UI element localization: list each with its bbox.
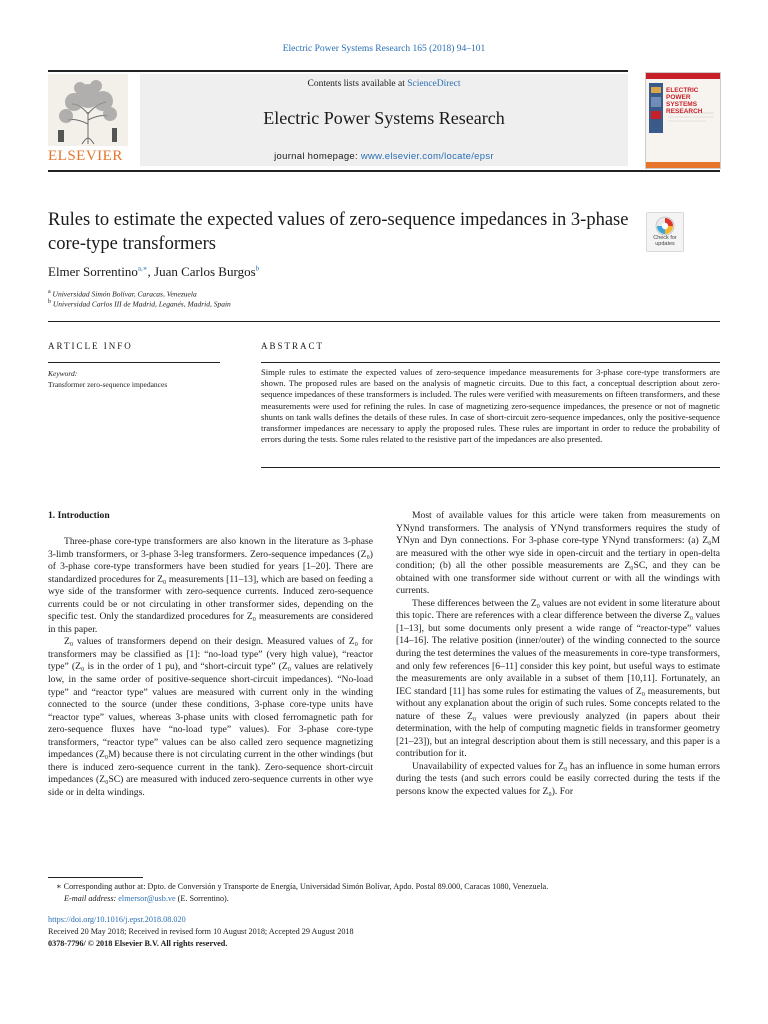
footnote-rule xyxy=(48,877,143,878)
paragraph: Three-phase core-type transformers are also known in the literature as 3-phase 3-limb transformers, or 3-phase 3-leg transformers. Zero-sequence impedances (Z₀) of 3-phase core-type transformers have been studied for years [1–20]. There are standardized procedures for Z₀ measurements [11–13], which are based on feeding a wye side of the transformer with zero-sequence currents. Induced zero-sequence currents could be or not circulating in other transformer sides, depending on the specific test. Only the standardized procedures for Z₀ measurements are considered in this paper. xyxy=(48,536,373,635)
copyright-line: 0378-7796/ © 2018 Elsevier B.V. All rights reserved. xyxy=(48,939,228,948)
homepage-link[interactable]: www.elsevier.com/locate/epsr xyxy=(360,151,494,162)
journal-cover-thumbnail[interactable] xyxy=(645,72,721,169)
article-info-heading: ARTICLE INFO xyxy=(48,341,133,351)
email-link[interactable]: elmersor@usb.ve xyxy=(118,894,176,903)
contents-prefix: Contents lists available at xyxy=(307,79,408,89)
author-separator: , xyxy=(147,264,155,279)
paragraph: Unavailability of expected values for Z₀ has an influence in some human errors during the tests (and such errors could be easily corrected during the tests if the persons know the expected values for Z₀). For xyxy=(396,760,720,798)
abstract-heading: ABSTRACT xyxy=(261,341,325,351)
article-info-rule xyxy=(48,362,220,363)
crossmark-icon xyxy=(647,215,683,237)
doi-link[interactable]: https://doi.org/10.1016/j.epsr.2018.08.020 xyxy=(48,915,186,924)
section-heading-introduction: 1. Introduction xyxy=(48,510,110,521)
abstract-text: Simple rules to estimate the expected values of zero-sequence impedance measurements for 3-phase core-type transformers are shown. The proposed rules are based on the analysis of magnetic circuits. Due to this fact, a conceptual description about zero-sequence impedances of these transformers is included. The rules were verified with measurements on fifteen transformers, and these measurements were used for refining the rules. In case of magnetizing zero-sequence impedances, the presence or not of magnetic shunts on tank walls defines the details of these rules. In case of short-circuit zero-sequence impedances, only the positive-sequence transformer impedances are necessary to apply the proposed rules. These rules are important in order to reduce the probability of errors during the tests. Some rules related to the resistive part of the impedances are also presented. xyxy=(261,367,720,445)
cover-title: ELECTRIC POWER SYSTEMS RESEARCH xyxy=(666,87,703,115)
received-dates: Received 20 May 2018; Received in revised form 10 August 2018; Accepted 29 August 2018 xyxy=(48,927,354,936)
author-name[interactable]: Elmer Sorrentino xyxy=(48,264,138,279)
divider xyxy=(48,321,720,322)
check-for-updates-badge[interactable] xyxy=(646,212,684,252)
article-title: Rules to estimate the expected values of zero-sequence impedances in 3-phase core-type transformers xyxy=(48,210,629,254)
body-column-left xyxy=(48,536,373,799)
affiliation-a: $^a$ Universidad Simón Bolívar, Caracas, Venezuela xyxy=(48,289,197,299)
header-rule-bottom xyxy=(48,170,720,172)
sciencedirect-link[interactable]: ScienceDirect xyxy=(407,79,461,89)
corresponding-author-note: ∗ Corresponding author at: Dpto. de Conversión y Transporte de Energía, Universidad Simón Bolívar, Apdo. Postal 89.000, Caracas 1080, Venezuela. xyxy=(56,882,549,891)
paragraph: These differences between the Z₀ values are not evident in some literature about this topic. There are references with a clear difference between the diverse Z₀ values [1–13], but some documents only present a wide range of “reactor-type” values [14–16]. The relative position (inner/outer) of the winding connected to the source during the test determines the values of the measurements in core-type transformers, and only few references [6–11] consider this key point, but useful ways to estimate the measurements are only available in a subset of them [10,11]. Fortunately, an IEC standard [11] has some rules for estimating the values of Z₀ measurements, but without any explanation about the origin of such rules. Some concepts related to the nature of these Z₀ values were previously analyzed (in papers about their determination, with the help of computing magnetic fields in transformer geometry [21–23]), but an integral description about them is still necessary, and this paper is a contribution for it. xyxy=(396,597,720,760)
keyword-label: Keyword: xyxy=(48,369,78,378)
body-column-right xyxy=(396,510,720,799)
abstract-rule-bottom xyxy=(261,467,720,468)
author-name[interactable]: Juan Carlos Burgos xyxy=(154,264,256,279)
publisher-logo-text: ELSEVIER xyxy=(48,148,123,164)
paragraph: Most of available values for this article were taken from measurements on YNynd transformers. The analysis of YNynd transformers requires the study of YNyn and Dyn connections. For 3-phase core-type YNynd transformers: (a) Z₀M are measured with the other wye side in open-circuit and the tertiary in open-delta condition; (b) all the other possible measurements are Z₀SC, and they can be obtained with one transformer side without current or with all the windings with currents. xyxy=(396,510,720,597)
keyword-value: Transformer zero-sequence impedances xyxy=(48,380,168,389)
abstract-rule xyxy=(261,362,720,363)
crossmark-label: Check for updates xyxy=(653,235,677,247)
author-affiliation-marker[interactable]: a,∗ xyxy=(137,264,148,273)
author-affiliation-marker[interactable]: b xyxy=(255,264,260,273)
journal-homepage-line xyxy=(140,151,628,162)
email-line: E-mail address: elmersor@usb.ve (E. Sorrentino). xyxy=(64,894,229,903)
journal-name: Electric Power Systems Research xyxy=(263,108,505,128)
homepage-prefix: journal homepage: xyxy=(274,151,361,162)
paragraph: Z₀ values of transformers depend on their design. Measured values of Z₀ for transformers may be classified as [1]: “no-load type” (very high value), “reactor type” (Z₀ is in the order of 1 pu), and “short-circuit type” (Z₀ values are relatively low, in the same order of positive-sequence short-circuit impedances). “No-load type” and “reactor type” values are measured with current only in the winding connected to the source (under these conditions, 3-phase core-type units have “reactor type” values, whereas 3-phase units with closed ferromagnetic path for zero-sequence fluxes have “no-load type” values). For 3-phase core-type transformers, “reactor type” values can be also called zero sequence magnetizing impedances (Z₀M) because there is not circulating current in the other windings (but there is induced zero-sequence current in the tank). Zero-sequence short-circuit impedances (Z₀SC) are measured with induced zero-sequence currents in other wye side or in delta windings. xyxy=(48,636,373,798)
affiliation-b: $^b$ Universidad Carlos III de Madrid, Leganés, Madrid, Spain xyxy=(48,299,231,309)
author-list xyxy=(48,264,259,280)
contents-line xyxy=(140,79,628,89)
header-rule-top xyxy=(48,70,628,72)
journal-reference[interactable]: Electric Power Systems Research 165 (2018) 94–101 xyxy=(282,44,486,54)
